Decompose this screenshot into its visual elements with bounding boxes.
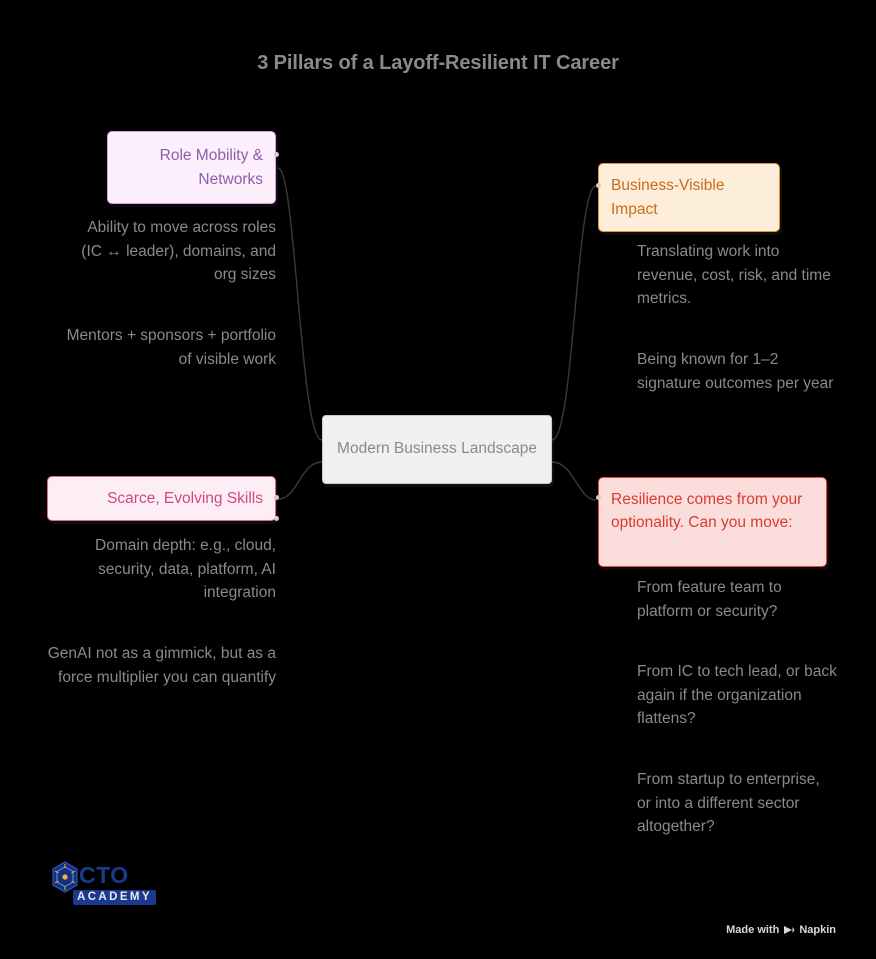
node-resilience-optionality[interactable] [598, 477, 827, 567]
business-visible-impact-point-1: Translating work into revenue, cost, risk, and time metrics. [637, 243, 831, 308]
node-scarce-skills-label: Scarce, Evolving Skills [107, 489, 263, 507]
napkin-logo-icon [783, 925, 795, 937]
resilience-point-2: From IC to tech lead, or back again if the organization flattens? [637, 663, 837, 728]
node-scarce-skills[interactable] [47, 476, 276, 521]
node-business-visible-impact[interactable] [598, 163, 780, 232]
node-resilience-optionality-label: Resilience comes from your optionality. Can you move: [611, 491, 803, 532]
connector-dot-scarce-skills-lower [274, 516, 279, 521]
watermark-prefix: Made with [726, 924, 780, 936]
center-node[interactable] [322, 415, 552, 484]
watermark-brand: Napkin [799, 924, 836, 936]
logo-wordmark: CTO [79, 862, 129, 888]
resilience-point-3: From startup to enterprise, or into a different sector altogether? [637, 771, 820, 836]
center-node-label: Modern Business Landscape [337, 440, 537, 458]
connector-dot-scarce-skills [274, 495, 279, 500]
connector-dot-role-mobility [274, 152, 279, 157]
connector-dot-resilience-optionality [596, 495, 601, 500]
logo-subwordmark: ACADEMY [73, 890, 156, 905]
role-mobility-point-2: Mentors + sponsors + portfolio of visible work [66, 327, 276, 368]
node-role-mobility[interactable] [107, 131, 276, 204]
role-mobility-point-1: Ability to move across roles (IC ↔ leader), domains, and org sizes [81, 219, 276, 284]
scarce-skills-point-1: Domain depth: e.g., cloud, security, data, platform, AI integration [95, 537, 276, 602]
resilience-point-1: From feature team to platform or security? [637, 579, 782, 620]
scarce-skills-point-2: GenAI not as a gimmick, but as a force multiplier you can quantify [47, 645, 276, 686]
node-role-mobility-label: Role Mobility & Networks [159, 147, 263, 188]
made-with-napkin-watermark [726, 924, 836, 936]
connector-dot-business-visible-impact [596, 183, 601, 188]
node-business-visible-impact-label: Business-Visible Impact [611, 177, 725, 218]
business-visible-impact-point-2: Being known for 1–2 signature outcomes per year [637, 351, 834, 392]
page-title: 3 Pillars of a Layoff-Resilient IT Career [257, 52, 619, 74]
